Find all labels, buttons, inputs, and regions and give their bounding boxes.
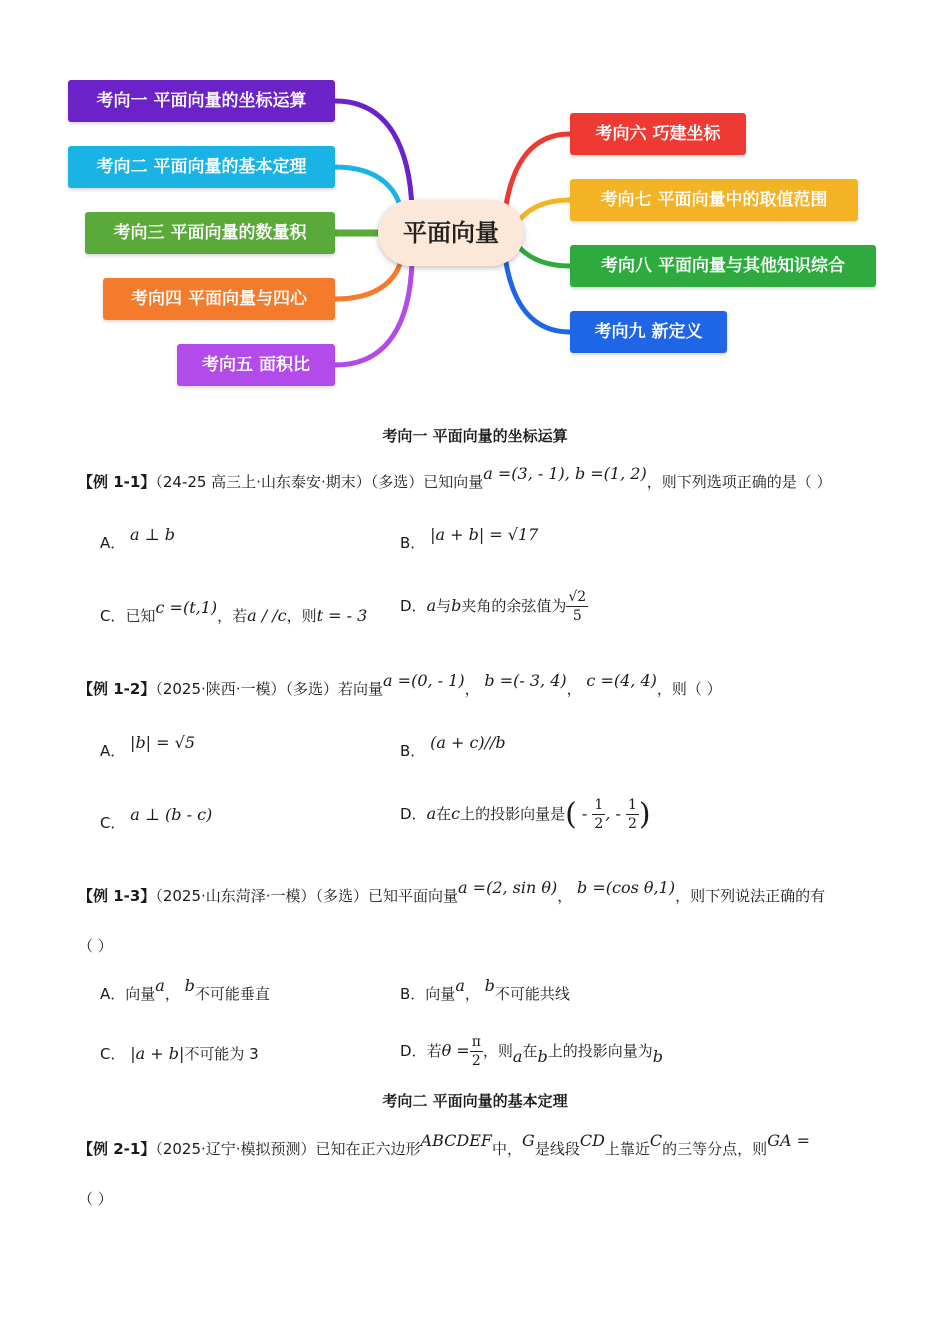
mind-node-1: 考向一 平面向量的坐标运算 xyxy=(68,80,335,122)
option-math: a xyxy=(512,1047,523,1066)
option-label: A． xyxy=(100,534,126,552)
formula: a =(0, - 1) xyxy=(383,671,465,690)
mind-node-9: 考向九 新定义 xyxy=(570,311,727,353)
option-text: 上的投影向量为 xyxy=(547,1042,653,1060)
option-label: C． xyxy=(100,1045,126,1063)
example-2-1-stem xyxy=(78,1131,811,1159)
stem-text: 的三等分点，则 xyxy=(662,1140,768,1158)
option-text: 不可能垂直 xyxy=(194,985,270,1003)
option-text: 夹角的余弦值为 xyxy=(461,597,567,615)
stem-text: 是线段 xyxy=(534,1140,580,1158)
branch-line xyxy=(335,262,412,365)
fraction-denominator: 2 xyxy=(471,1053,481,1069)
option-text: ，则 xyxy=(482,1042,513,1060)
option-math: c xyxy=(451,804,461,823)
option-math: θ = xyxy=(441,1041,470,1060)
option-text: ，若 xyxy=(217,607,248,625)
branch-line xyxy=(335,101,412,210)
option-math: a xyxy=(155,976,165,995)
option-b xyxy=(400,976,570,1004)
option-label: D． xyxy=(400,1042,427,1060)
option-label: A． xyxy=(100,742,126,760)
option-a xyxy=(100,525,176,553)
separator: ， xyxy=(464,680,485,698)
stem-tail: ，则（ ） xyxy=(656,680,722,698)
fraction-numerator: 1 xyxy=(628,797,637,813)
mind-node-5: 考向五 面积比 xyxy=(177,344,335,386)
option-text: 向量 xyxy=(125,985,156,1003)
option-math: a ⊥ b xyxy=(130,525,176,544)
option-text: 不可能共线 xyxy=(494,985,570,1003)
option-text: 在 xyxy=(522,1042,538,1060)
stem-tail: ，则下列选项正确的是（ ） xyxy=(646,473,832,491)
example-source: （24-25 高三上·山东泰安·期末）（多选）已知向量 xyxy=(155,473,484,491)
mind-node-2: 考向二 平面向量的基本定理 xyxy=(68,146,335,188)
option-math: b xyxy=(451,596,462,615)
option-text: ，则 xyxy=(286,607,317,625)
option-math: b xyxy=(484,976,495,995)
separator: ， xyxy=(464,985,485,1003)
option-a xyxy=(100,733,196,761)
mind-map xyxy=(0,0,950,400)
fraction xyxy=(470,1033,483,1070)
option-math: a xyxy=(455,976,465,995)
option-c xyxy=(100,598,368,626)
example-tag: 【例 1-2】 xyxy=(78,680,156,698)
separator: ， xyxy=(557,887,578,905)
section-title-1: 考向一 平面向量的坐标运算 xyxy=(382,427,568,445)
example-source: （2025·辽宁·模拟预测）已知在正六边形 xyxy=(155,1140,421,1158)
fraction xyxy=(626,796,639,833)
formula: b =(cos θ,1) xyxy=(577,878,676,897)
option-d xyxy=(400,1033,663,1070)
option-math: |a + b| = √17 xyxy=(430,525,539,544)
separator: ， xyxy=(164,985,185,1003)
example-tag: 【例 1-1】 xyxy=(78,473,156,491)
option-label: D． xyxy=(400,597,427,615)
option-math: b xyxy=(184,976,195,995)
paren: ( xyxy=(565,797,577,832)
stem-text: 上靠近 xyxy=(604,1140,650,1158)
option-math: a xyxy=(426,804,437,823)
option-text: 向量 xyxy=(425,985,456,1003)
formula: a =(2, sin θ) xyxy=(458,878,558,897)
option-d xyxy=(400,796,651,833)
example-tag: 【例 2-1】 xyxy=(78,1140,156,1158)
example-source: （2025·陕西·一模）（多选）若向量 xyxy=(155,680,384,698)
option-label: B． xyxy=(400,742,426,760)
option-label: C． xyxy=(100,607,126,625)
option-math: b xyxy=(537,1047,548,1066)
option-math: |b| = √5 xyxy=(130,733,196,752)
answer-blank: （ ） xyxy=(78,1190,113,1208)
section-title-2: 考向二 平面向量的基本定理 xyxy=(382,1092,568,1110)
paren: ) xyxy=(638,797,651,832)
example-1-3-stem xyxy=(78,878,826,906)
formula: C xyxy=(649,1131,663,1150)
option-label: C． xyxy=(100,814,126,832)
option-text: 在 xyxy=(436,805,452,823)
option-c xyxy=(100,805,213,833)
answer-blank: （ ） xyxy=(78,937,113,955)
fraction xyxy=(592,796,605,833)
fraction-denominator: 2 xyxy=(628,816,637,832)
branch-line xyxy=(518,246,570,266)
branch-line xyxy=(518,200,570,222)
stem-tail: ，则下列说法正确的有 xyxy=(675,887,826,905)
mind-node-7: 考向七 平面向量中的取值范围 xyxy=(570,179,858,221)
separator: ， xyxy=(566,680,587,698)
option-math: c =(t,1) xyxy=(155,598,218,617)
option-text: 若 xyxy=(426,1042,442,1060)
fraction-denominator: 2 xyxy=(594,816,604,832)
option-label: B． xyxy=(400,534,426,552)
example-tag: 【例 1-3】 xyxy=(78,887,156,905)
option-text: 不可能为 3 xyxy=(184,1045,259,1063)
formula: c =(4, 4) xyxy=(586,671,657,690)
example-source: （2025·山东菏泽·一模）（多选）已知平面向量 xyxy=(155,887,459,905)
mind-node-3: 考向三 平面向量的数量积 xyxy=(85,212,335,254)
option-math: a xyxy=(426,596,437,615)
mind-center-node: 平面向量 xyxy=(378,200,524,266)
mind-node-8: 考向八 平面向量与其他知识综合 xyxy=(570,245,876,287)
option-label: B． xyxy=(400,985,426,1003)
fraction-denominator: 5 xyxy=(572,608,582,624)
fraction-numerator: π xyxy=(471,1034,481,1050)
option-a xyxy=(100,976,270,1004)
formula: ABCDEF xyxy=(420,1131,493,1150)
mind-node-6: 考向六 巧建坐标 xyxy=(570,113,746,155)
fraction xyxy=(566,588,588,625)
option-math: a / /c xyxy=(247,606,287,625)
example-1-1-stem xyxy=(78,464,832,492)
fraction-numerator: √2 xyxy=(568,589,587,605)
minus-sign: - xyxy=(576,804,593,823)
option-math: b xyxy=(652,1047,663,1066)
formula: G xyxy=(522,1131,535,1150)
option-math: a ⊥ (b - c) xyxy=(130,805,213,824)
option-math: t = - 3 xyxy=(316,606,368,625)
option-c xyxy=(100,1043,259,1064)
separator: , - xyxy=(605,804,626,823)
formula: CD xyxy=(579,1131,605,1150)
option-text: 上的投影向量是 xyxy=(460,805,566,823)
option-b xyxy=(400,525,539,553)
option-text: 已知 xyxy=(125,607,156,625)
example-1-2-stem xyxy=(78,671,722,699)
branch-line xyxy=(335,256,402,299)
mind-node-4: 考向四 平面向量与四心 xyxy=(103,278,335,320)
formula: a =(3, - 1), b =(1, 2) xyxy=(483,464,647,483)
stem-text: 中， xyxy=(492,1140,523,1158)
option-label: D． xyxy=(400,805,427,823)
fraction-numerator: 1 xyxy=(594,797,604,813)
option-label: A． xyxy=(100,985,126,1003)
option-text: 与 xyxy=(436,597,452,615)
option-b xyxy=(400,733,506,761)
option-math: (a + c)//b xyxy=(430,733,506,752)
option-math: |a + b| xyxy=(130,1044,185,1063)
formula: b =(- 3, 4) xyxy=(484,671,567,690)
option-d xyxy=(400,588,588,625)
formula: GA = xyxy=(767,1131,811,1150)
